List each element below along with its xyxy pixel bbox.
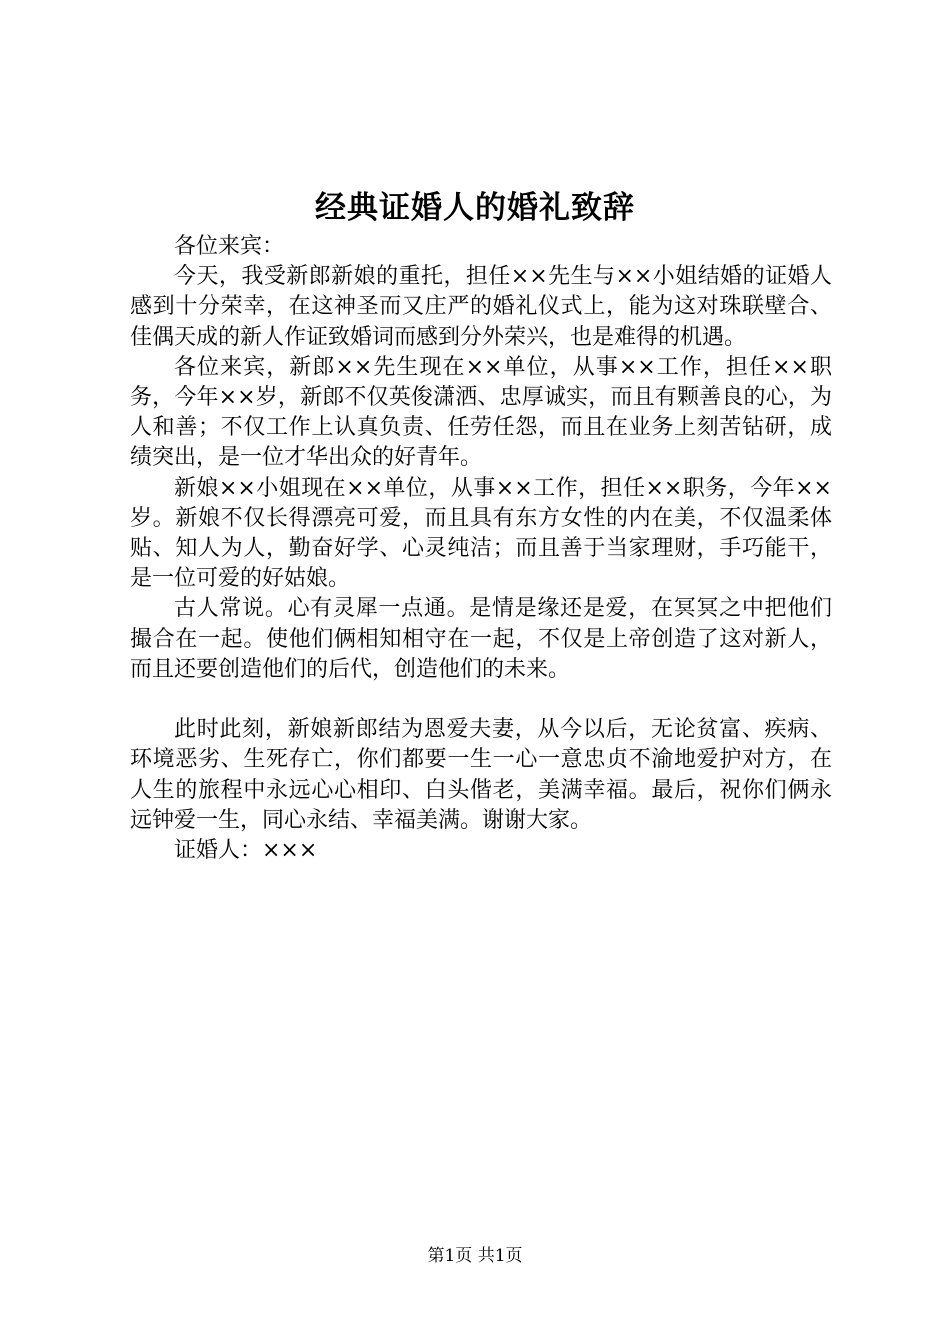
paragraph-fate: 古人常说。心有灵犀一点通。是情是缘还是爱，在冥冥之中把他们撮合在一起。使他们俩相知相守在一起，不仅是上帝创造了这对新人，而且还要创造他们的后代，创造他们的未来。	[130, 596, 832, 682]
salutation: 各位来宾：	[174, 234, 285, 259]
paragraph-opening: 今天，我受新郎新娘的重托，担任××先生与××小姐结婚的证婚人感到十分荣幸，在这神圣而又庄严的婚礼仪式上，能为这对珠联壁合、佳偶天成的新人作证致婚词而感到分外荣兴，也是难得的机遇。	[130, 264, 832, 350]
paragraph-groom: 各位来宾，新郎××先生现在××单位，从事××工作，担任××职务，今年××岁，新郎不仅英俊潇洒、忠厚诚实，而且有颗善良的心，为人和善；不仅工作上认真负责、任劳任怨，而且在业务上刻苦钻研，成绩突出，是一位才华出众的好青年。	[130, 354, 832, 471]
page-footer: 第1页 共1页	[427, 1246, 523, 1266]
paragraph-blessing: 此时此刻，新娘新郎结为恩爱夫妻，从今以后，无论贫富、疾病、环境恶劣、生死存亡，你们都要一生一心一意忠贞不渝地爱护对方，在人生的旅程中永远心心相印、白头偕老，美满幸福。最后，祝你们俩永远钟爱一生，同心永结、幸福美满。谢谢大家。	[130, 717, 832, 833]
paragraph-bride: 新娘××小姐现在××单位，从事××工作，担任××职务，今年××岁。新娘不仅长得漂亮可爱，而且具有东方女性的内在美，不仅温柔体贴、知人为人，勤奋好学、心灵纯洁；而且善于当家理财，手巧能干，是一位可爱的好姑娘。	[130, 475, 832, 592]
document-title: 经典证婚人的婚礼致辞	[315, 190, 635, 226]
signature-line: 证婚人：×××	[174, 838, 318, 864]
document-body	[130, 232, 832, 866]
